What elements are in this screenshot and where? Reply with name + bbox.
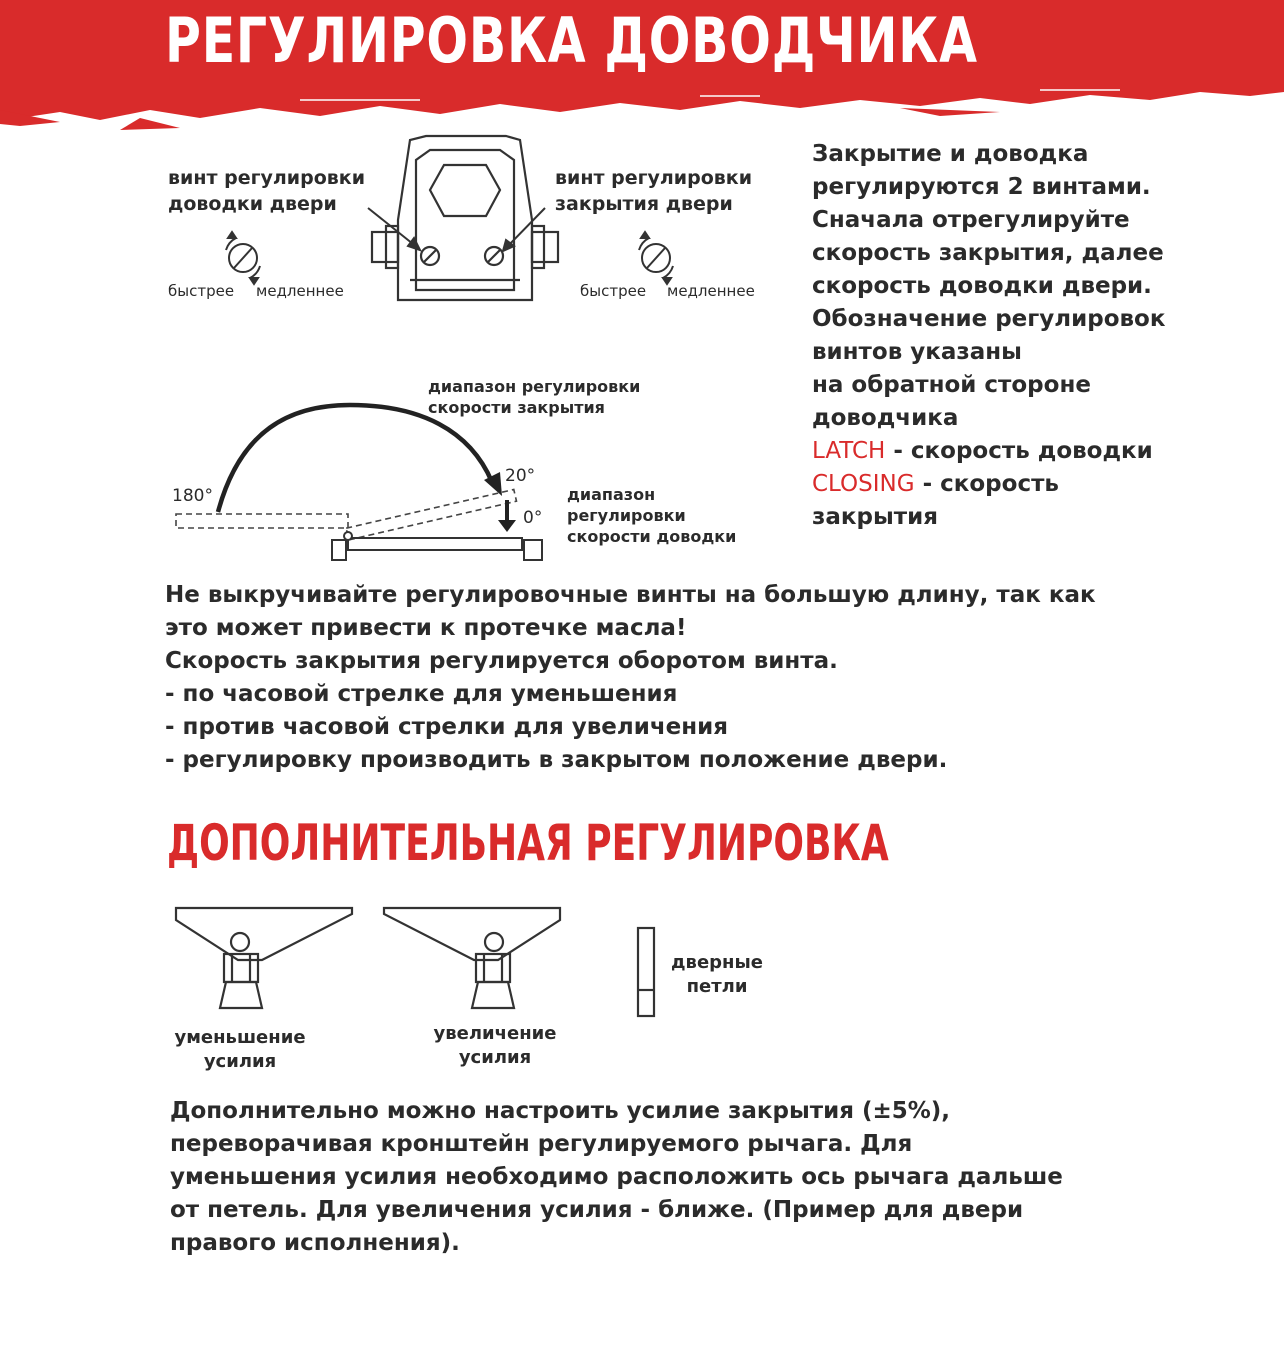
instruction-line: на обратной стороне: [812, 372, 1091, 398]
warning-line: - регулировку производить в закрытом положение двери.: [165, 747, 948, 773]
additional-line: уменьшения усилия необходимо расположить ось рычага дальше: [170, 1164, 1063, 1190]
closing-description: - скорость: [914, 471, 1059, 497]
instruction-line: Обозначение регулировок: [812, 306, 1166, 332]
right-screw-label: [555, 165, 752, 217]
hinges-caption: [662, 951, 772, 999]
door-hinges-illustration: [638, 928, 654, 1016]
latch-description: - скорость доводки: [885, 438, 1153, 464]
left-slower-label: медленнее: [256, 282, 344, 300]
instruction-line: Сначала отрегулируйте: [812, 207, 1130, 233]
warning-line: Скорость закрытия регулируется оборотом винта.: [165, 648, 838, 674]
door-swing-diagram: [176, 405, 542, 560]
additional-paragraph: [170, 1095, 1063, 1260]
latch-range-line: диапазон: [567, 485, 656, 504]
warning-line: это может привести к протечке масла!: [165, 615, 687, 641]
bracket-diagrams: [0, 890, 700, 1040]
angle-20-label: 20°: [505, 466, 536, 486]
left-rotation-icon: [226, 232, 260, 284]
angle-180-label: 180°: [172, 486, 213, 506]
left-screw-label-line: доводки двери: [168, 193, 337, 215]
door-closer-body-illustration: [372, 136, 558, 300]
warning-line: - против часовой стрелки для увеличения: [165, 714, 729, 740]
caption-line: петли: [686, 976, 748, 997]
warning-line: Не выкручивайте регулировочные винты на большую длину, так как: [165, 582, 1096, 608]
additional-line: Дополнительно можно настроить усилие закрытия (±5%),: [170, 1098, 951, 1124]
closing-range-line: диапазон регулировки: [428, 377, 641, 396]
caption-line: усилия: [458, 1047, 532, 1068]
closing-range-line: скорости закрытия: [428, 398, 605, 417]
additional-line: переворачивая кронштейн регулируемого рычага. Для: [170, 1131, 913, 1157]
caption-line: усилия: [203, 1051, 277, 1072]
additional-line: правого исполнения).: [170, 1230, 460, 1256]
warning-paragraph: [165, 579, 1096, 777]
screw-pointer-arrows: [368, 208, 545, 251]
caption-line: увеличение: [433, 1023, 557, 1044]
increase-force-bracket-illustration: [384, 908, 560, 1008]
page-title: РЕГУЛИРОВКА ДОВОДЧИКА: [165, 4, 978, 77]
caption-line: уменьшение: [174, 1027, 306, 1048]
instruction-line: скорость закрытия, далее: [812, 240, 1164, 266]
additional-line: от петель. Для увеличения усилия - ближе. (Пример для двери: [170, 1197, 1024, 1223]
latch-range-label: [567, 484, 736, 547]
instruction-line: скорость доводки двери.: [812, 273, 1152, 299]
left-screw-label-line: винт регулировки: [168, 167, 366, 189]
instruction-line: доводчика: [812, 405, 959, 431]
latch-range-line: скорости доводки: [567, 527, 737, 546]
right-slower-label: медленнее: [667, 282, 755, 300]
right-screw-label-line: винт регулировки: [555, 167, 753, 189]
closing-keyword: CLOSING: [812, 471, 915, 497]
left-faster-label: быстрее: [168, 282, 235, 300]
latch-range-line: регулировки: [567, 506, 686, 525]
additional-adjustment-title: ДОПОЛНИТЕЛЬНАЯ РЕГУЛИРОВКА: [167, 814, 889, 872]
instruction-line: винтов указаны: [812, 339, 1022, 365]
left-screw-label: [168, 165, 365, 217]
right-rotation-icon: [639, 232, 673, 284]
warning-line: - по часовой стрелке для уменьшения: [165, 681, 678, 707]
instruction-line: Закрытие и доводка: [812, 141, 1089, 167]
right-faster-label: быстрее: [580, 282, 647, 300]
closing-description-cont: закрытия: [812, 504, 938, 530]
decrease-force-caption: [165, 1026, 315, 1074]
increase-force-caption: [420, 1022, 570, 1070]
latch-line: [812, 435, 1272, 468]
closing-range-label: [428, 376, 640, 418]
closing-line: [812, 468, 1272, 501]
caption-line: дверные: [671, 952, 763, 973]
angle-0-label: 0°: [523, 508, 543, 528]
right-screw-label-line: закрытия двери: [555, 193, 733, 215]
latch-keyword: LATCH: [812, 438, 886, 464]
instruction-line: регулируются 2 винтами.: [812, 174, 1151, 200]
instructions-right-column: [812, 138, 1272, 534]
decrease-force-bracket-illustration: [176, 908, 352, 1008]
